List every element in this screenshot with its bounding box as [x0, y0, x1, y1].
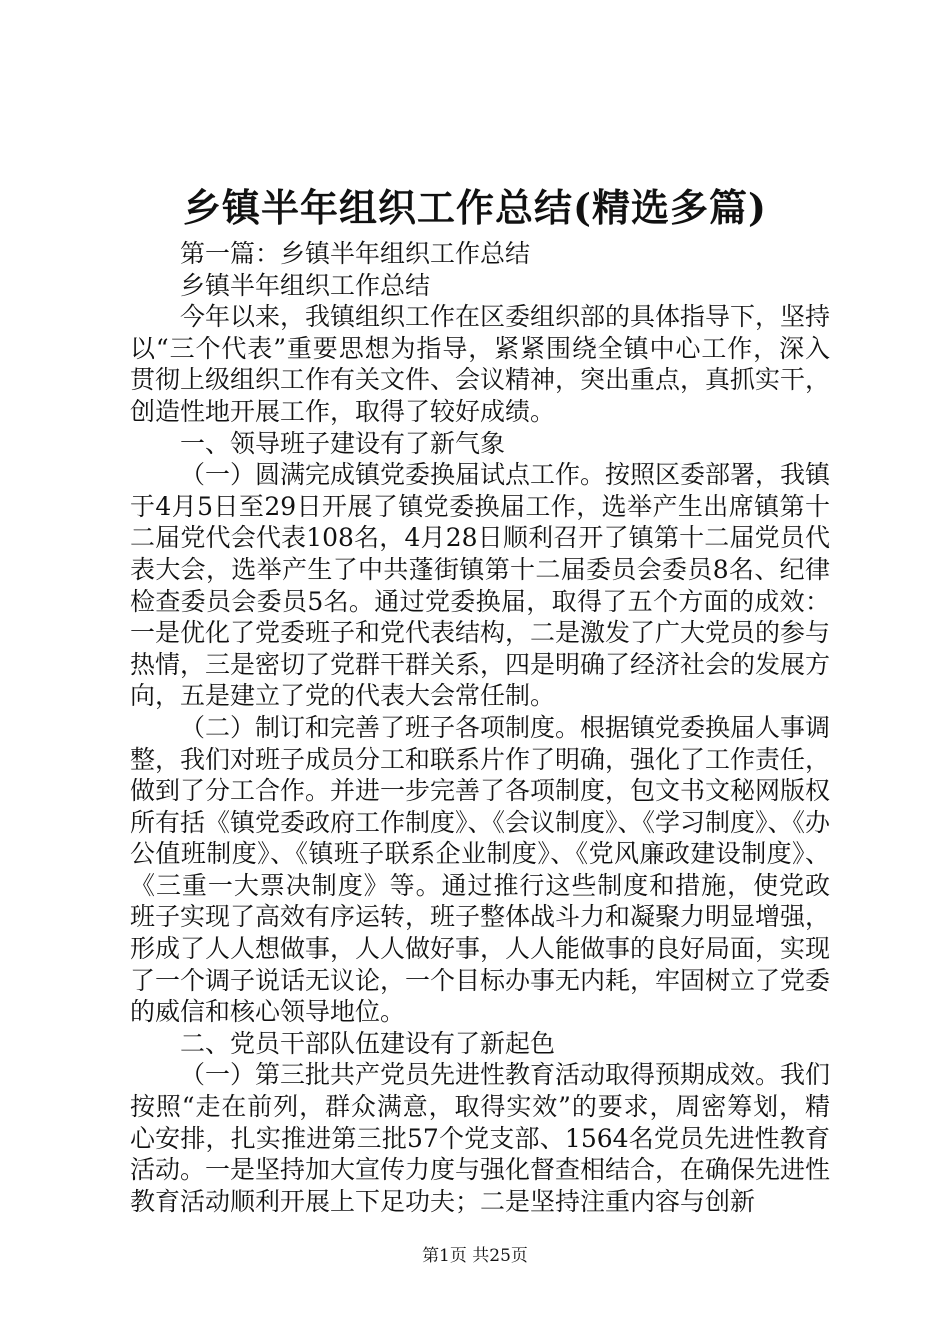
document-title: 乡镇半年组织工作总结(精选多篇)	[183, 185, 767, 230]
section-heading: 二、党员干部队伍建设有了新起色	[180, 1028, 556, 1058]
page-footer: 第1页 共25页	[422, 1246, 528, 1266]
paragraph: （一）第三批共产党员先进性教育活动取得预期成效。我们按照“走在前列，群众满意，取得实效”的要求，周密筹划，精心安排，扎实推进第三批57个党支部、1564名党员先进性教育活动。一是坚持加大宣传力度与强化督查相结合，在确保先进性教育活动顺利开展上下足功夫；二是坚持注重内容与创新	[130, 1060, 831, 1216]
section-heading: 第一篇：乡镇半年组织工作总结	[180, 239, 531, 268]
document-body	[130, 238, 830, 1217]
paragraph: 今年以来，我镇组织工作在区委组织部的具体指导下，坚持以“三个代表”重要思想为指导，紧紧围绕全镇中心工作，深入贯彻上级组织工作有关文件、会议精神，突出重点，真抓实干，创造性地开展工作，取得了较好成绩。	[130, 302, 831, 426]
paragraph: （二）制订和完善了班子各项制度。根据镇党委换届人事调整，我们对班子成员分工和联系片作了明确，强化了工作责任，做到了分工合作。并进一步完善了各项制度，包文书文秘网版权所有括《镇党委政府工作制度》、《会议制度》、《学习制度》、《办公值班制度》、《镇班子联系企业制度》、《党风廉政建设制度》、《三重一大票决制度》等。通过推行这些制度和措施，使党政班子实现了高效有序运转，班子整体战斗力和凝聚力明显增强，形成了人人想做事，人人做好事，人人能做事的良好局面，实现了一个调子说话无议论，一个目标办事无内耗，牢固树立了党委的威信和核心领导地位。	[130, 712, 831, 1027]
section-heading: 一、领导班子建设有了新气象	[180, 428, 506, 458]
subheading: 乡镇半年组织工作总结	[180, 270, 431, 300]
paragraph: （一）圆满完成镇党委换届试点工作。按照区委部署，我镇于4月5日至29日开展了镇党委换届工作，选举产生出席镇第十二届党代会代表108名，4月28日顺利召开了镇第十二届党员代表大会，选举产生了中共蓬街镇第十二届委员会委员8名、纪律检查委员会委员5名。通过党委换届，取得了五个方面的成效：一是优化了党委班子和党代表结构，二是激发了广大党员的参与热情，三是密切了党群干群关系，四是明确了经济社会的发展方向，五是建立了党的代表大会常任制。	[130, 460, 831, 711]
